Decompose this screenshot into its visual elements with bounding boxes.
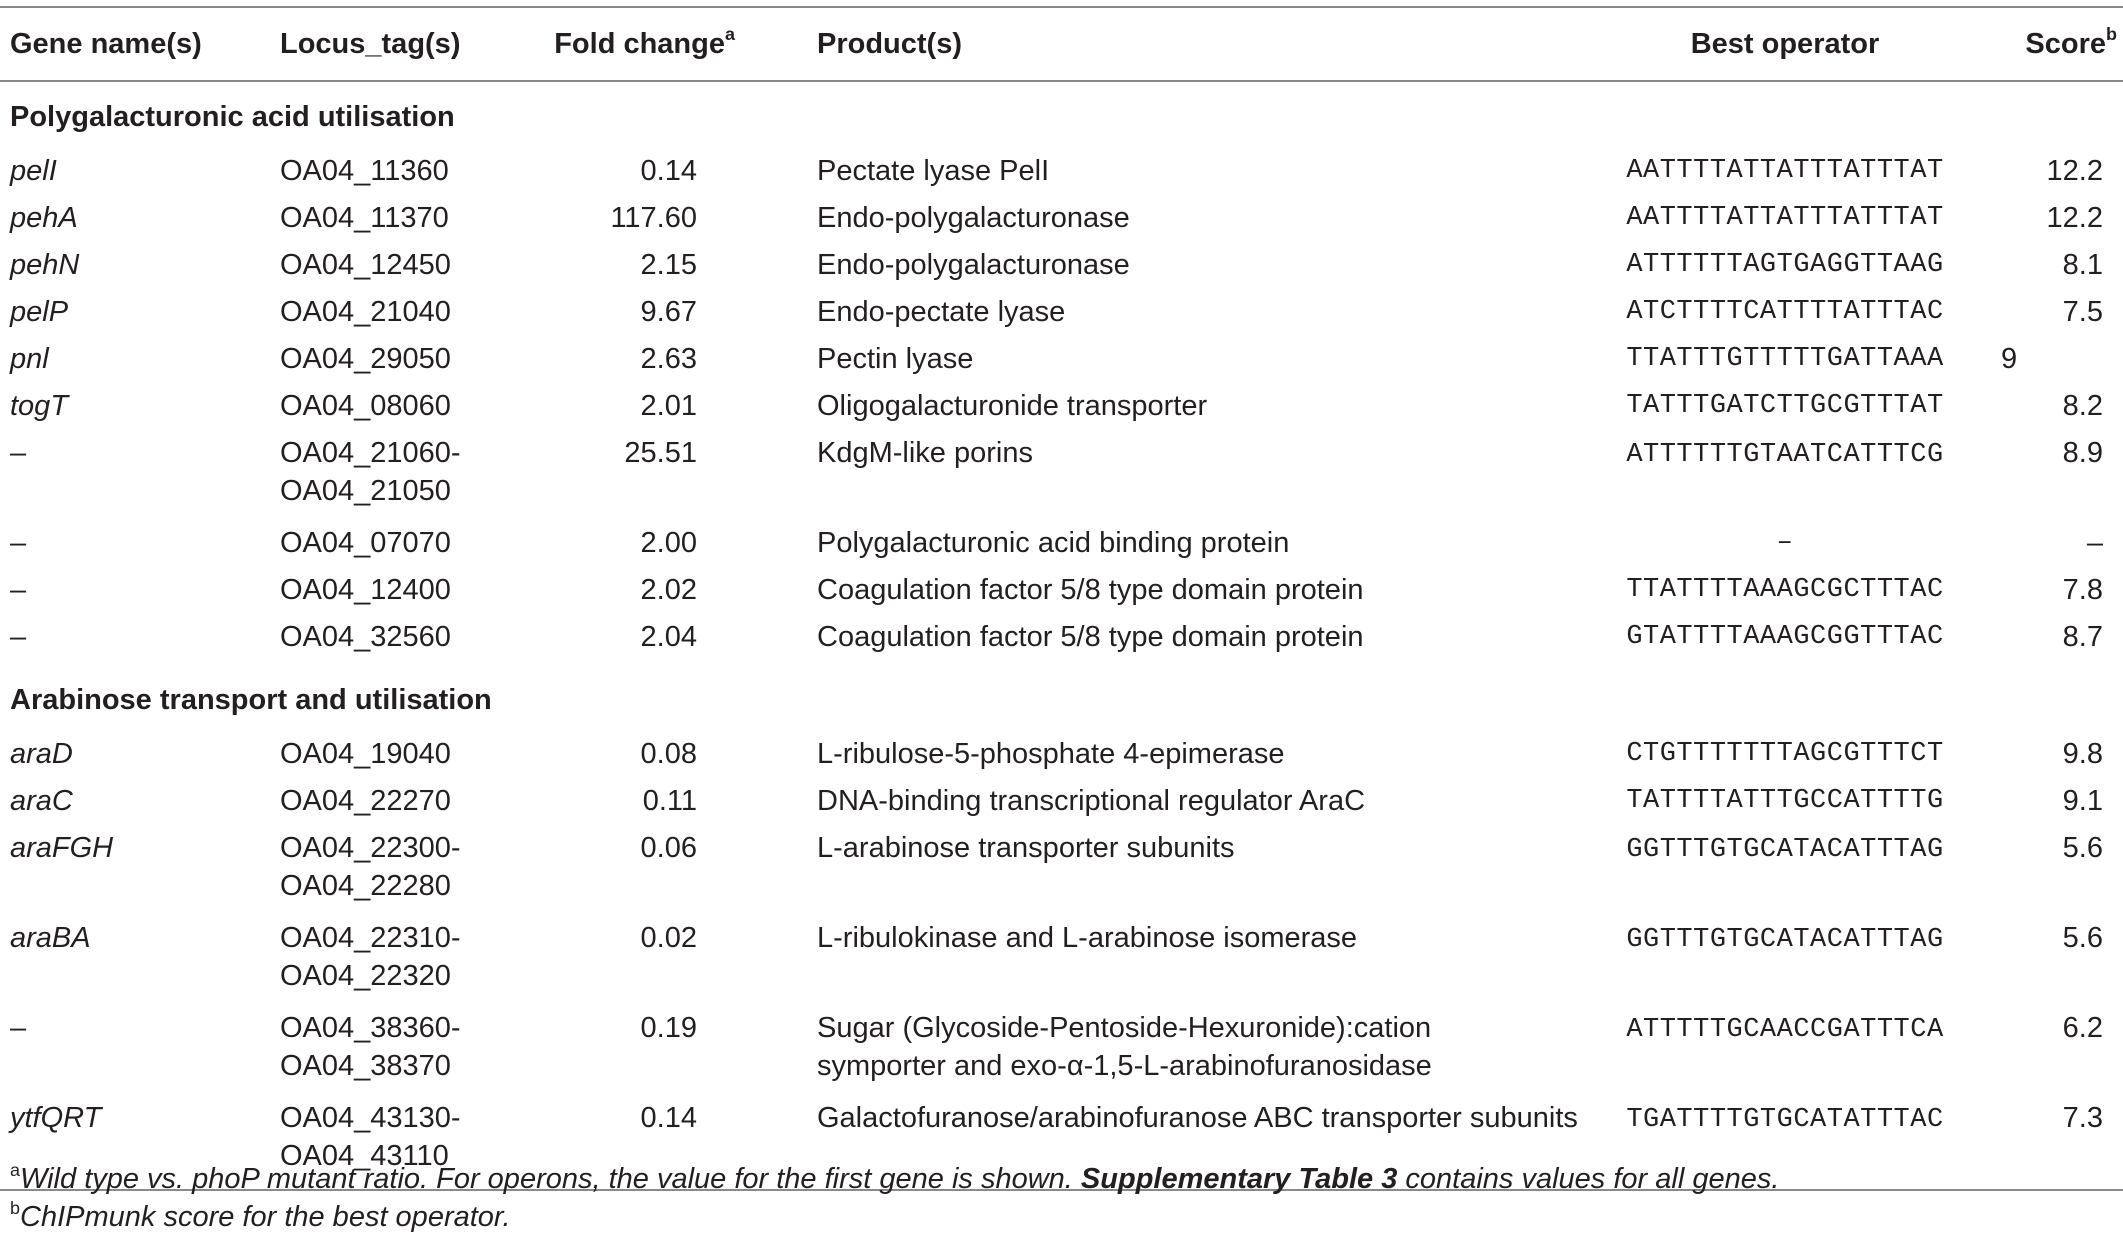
product-line: Coagulation factor 5/8 type domain protein: [817, 621, 1364, 653]
locus-tag-line: OA04_29050: [280, 343, 451, 375]
cell-locus-tag: [280, 524, 510, 571]
table-row: [0, 1009, 2123, 1099]
cell-fold-change: 25.51: [624, 437, 697, 469]
cell-fold-change: 0.02: [640, 922, 697, 954]
product-line: Oligogalacturonide transporter: [817, 390, 1208, 422]
cell-fold-change: 0.19: [640, 1012, 697, 1044]
cell-score: 9.1: [2062, 785, 2103, 817]
cell-score: 9: [2001, 343, 2018, 375]
locus-tag-line: OA04_43130-: [280, 1102, 461, 1134]
table-row: [0, 571, 2123, 618]
product-line: Sugar (Glycoside-Pentoside-Hexuronide):cation: [817, 1012, 1432, 1044]
locus-tag-line: OA04_21040: [280, 296, 451, 328]
table-header-row: [0, 7, 2123, 81]
product-line: L-arabinose transporter subunits: [817, 832, 1235, 864]
locus-tag-line: OA04_21050: [280, 475, 451, 507]
cell-score: 9.8: [2062, 738, 2103, 770]
locus-tag-line: OA04_38360-: [280, 1012, 461, 1044]
table-row: [0, 735, 2123, 782]
supplementary-table-reference: Supplementary Table 3: [1080, 1163, 1398, 1195]
cell-product: [735, 524, 1595, 571]
cell-score: 6.2: [2062, 1012, 2103, 1044]
cell-fold-change: 0.08: [640, 738, 697, 770]
table-row: [0, 919, 2123, 1009]
cell-locus-tag: [280, 434, 510, 524]
table-row: [0, 387, 2123, 434]
cell-best-operator: ATTTTTGCAACCGATTTCA: [1626, 1015, 1944, 1045]
table-row: [0, 246, 2123, 293]
product-line: Pectin lyase: [817, 343, 974, 375]
cell-fold-change: 0.14: [640, 155, 697, 187]
results-table-container: [0, 6, 2123, 1191]
cell-locus-tag: [280, 387, 510, 434]
footnote-b: $^b$ChIPmunk score for the best operator.: [10, 1197, 511, 1233]
cell-score: 7.3: [1975, 1099, 2123, 1190]
cell-gene-name: –: [10, 527, 27, 559]
cell-product: [735, 735, 1595, 782]
cell-locus-tag: [280, 782, 510, 829]
cell-gene-name: pelI: [10, 155, 57, 187]
cell-fold-change: 2.63: [640, 343, 697, 375]
product-line: Endo-polygalacturonase: [817, 249, 1130, 281]
cell-best-operator: ATTTTTTAGTGAGGTTAAG: [1626, 250, 1944, 280]
cell-fold-change: 0.06: [640, 832, 697, 864]
section-header-row: [0, 665, 2123, 735]
cell-product: [735, 246, 1595, 293]
cell-best-operator: GTATTTTAAAGCGGTTTAC: [1626, 622, 1944, 652]
cell-locus-tag: [280, 571, 510, 618]
cell-product: [735, 293, 1595, 340]
product-line: Polygalacturonic acid binding protein: [817, 527, 1290, 559]
cell-gene-name: araC: [10, 785, 73, 817]
cell-best-operator: AATTTTATTATTTATTTAT: [1626, 203, 1944, 233]
cell-product: [735, 919, 1595, 1009]
cell-locus-tag: [280, 340, 510, 387]
section-title: Arabinose transport and utilisation: [10, 684, 492, 716]
cell-best-operator: GGTTTGTGCATACATTTAG: [1626, 925, 1944, 955]
cell-locus-tag: [280, 735, 510, 782]
locus-tag-line: OA04_11370: [280, 202, 449, 234]
table-row: [0, 829, 2123, 919]
product-line: symporter and exo-α-1,5-L-arabinofuranosidase: [817, 1050, 1432, 1082]
cell-fold-change: 2.04: [640, 621, 697, 653]
cell-gene-name: –: [10, 621, 27, 653]
cell-gene-name: pehA: [10, 202, 78, 234]
cell-product: [735, 782, 1595, 829]
locus-tag-line: OA04_12450: [280, 249, 451, 281]
cell-product: [735, 618, 1595, 665]
cell-gene-name: araBA: [10, 922, 91, 954]
cell-product: [735, 152, 1595, 199]
cell-best-operator: TATTTTATTTGCCATTTTG: [1626, 786, 1944, 816]
product-line: Endo-polygalacturonase: [817, 202, 1130, 234]
cell-best-operator: TTATTTTAAAGCGCTTTAC: [1626, 575, 1944, 605]
cell-best-operator: TTATTTGTTTTTGATTAAA: [1626, 344, 1944, 374]
cell-best-operator: –: [1776, 528, 1794, 558]
product-line: Pectate lyase PelI: [817, 155, 1050, 187]
cell-fold-change: 0.14: [510, 1099, 735, 1190]
cell-locus-tag: [280, 919, 510, 1009]
table-row: [0, 524, 2123, 571]
footnote-mark-b: b: [2106, 24, 2117, 45]
cell-score: 8.7: [2062, 621, 2103, 653]
product-line: Endo-pectate lyase: [817, 296, 1066, 328]
locus-tag-line: OA04_12400: [280, 574, 451, 606]
cell-score: 12.2: [2046, 155, 2103, 187]
locus-tag-line: OA04_11360: [280, 155, 449, 187]
cell-locus-tag: [280, 293, 510, 340]
cell-gene-name: ytfQRT: [0, 1099, 280, 1190]
header-score: Score$^b$: [2025, 24, 2117, 60]
cell-score: 5.6: [2062, 832, 2103, 864]
cell-gene-name: –: [10, 574, 27, 606]
cell-fold-change: 2.00: [640, 527, 697, 559]
locus-tag-line: OA04_38370: [280, 1050, 451, 1082]
locus-tag-line: OA04_43110: [280, 1140, 449, 1172]
cell-product: [735, 434, 1595, 524]
cell-gene-name: araD: [10, 738, 73, 770]
cell-gene-name: pehN: [10, 249, 80, 281]
cell-product: [735, 387, 1595, 434]
cell-fold-change: 2.01: [640, 390, 697, 422]
cell-gene-name: togT: [10, 390, 69, 422]
locus-tag-line: OA04_19040: [280, 738, 451, 770]
cell-gene-name: –: [10, 1012, 27, 1044]
phop-regulated-genes-table: [0, 6, 2123, 1191]
cell-score: 7.8: [2062, 574, 2103, 606]
product-line: L-ribulose-5-phosphate 4-epimerase: [817, 738, 1285, 770]
table-row: [0, 152, 2123, 199]
cell-locus-tag: [280, 829, 510, 919]
product-line: DNA-binding transcriptional regulator AraC: [817, 785, 1366, 817]
cell-product: [735, 1009, 1595, 1099]
cell-locus-tag: [280, 618, 510, 665]
cell-fold-change: 2.02: [640, 574, 697, 606]
table-row: [0, 434, 2123, 524]
cell-gene-name: pelP: [10, 296, 69, 328]
locus-tag-line: OA04_21060-: [280, 437, 461, 469]
cell-score: 8.9: [2062, 437, 2103, 469]
header-fold-change: Fold change$^a$: [554, 24, 735, 60]
cell-best-operator: CTGTTTTTTTAGCGTTTCT: [1626, 739, 1944, 769]
locus-tag-line: OA04_08060: [280, 390, 451, 422]
header-locus-tags: Locus_tag(s): [280, 27, 461, 60]
cell-best-operator: ATTTTTTGTAATCATTTCG: [1626, 440, 1944, 470]
cell-gene-name: araFGH: [10, 832, 114, 864]
cell-fold-change: 0.11: [642, 785, 697, 817]
cell-locus-tag: [280, 152, 510, 199]
cell-fold-change: 117.60: [610, 202, 697, 234]
locus-tag-line: OA04_22300-: [280, 832, 461, 864]
product-line: L-ribulokinase and L-arabinose isomerase: [817, 922, 1358, 954]
cell-score: 8.1: [2062, 249, 2103, 281]
cell-product: [735, 829, 1595, 919]
cell-best-operator: TATTTGATCTTGCGTTTAT: [1626, 391, 1944, 421]
cell-score: 5.6: [2062, 922, 2103, 954]
cell-score: 7.5: [2062, 296, 2103, 328]
table-row: [0, 340, 2123, 387]
header-products: Product(s): [817, 27, 962, 60]
locus-tag-line: OA04_07070: [280, 527, 451, 559]
locus-tag-line: OA04_32560: [280, 621, 451, 653]
cell-score: 8.2: [2062, 390, 2103, 422]
cell-product: [735, 571, 1595, 618]
product-line: KdgM-like porins: [817, 437, 1033, 469]
cell-score: –: [2086, 527, 2103, 559]
table-row: [0, 199, 2123, 246]
cell-product: [735, 199, 1595, 246]
cell-locus-tag: [280, 1009, 510, 1099]
header-best-operator: Best operator: [1690, 27, 1880, 60]
cell-best-operator: TGATTTTGTGCATATTTAC: [1595, 1099, 1975, 1190]
cell-score: 12.2: [2046, 202, 2103, 234]
table-row: [0, 293, 2123, 340]
cell-locus-tag: [280, 246, 510, 293]
locus-tag-line: OA04_22270: [280, 785, 451, 817]
cell-locus-tag: [280, 199, 510, 246]
cell-fold-change: 2.15: [640, 249, 697, 281]
cell-best-operator: ATCTTTTCATTTTATTTAC: [1626, 297, 1944, 327]
cell-fold-change: 9.67: [640, 296, 697, 328]
table-footnotes: [10, 1160, 1779, 1236]
product-line: Galactofuranose/arabinofuranose ABC transporter subunits: [817, 1102, 1578, 1134]
section-title: Polygalacturonic acid utilisation: [10, 101, 455, 133]
cell-gene-name: pnl: [10, 343, 49, 375]
footnote-a: $^a$Wild type vs. phoP mutant ratio. For operons, the value for the first gene is shown. Supplementary Table 3 contains values for all genes.: [10, 1159, 1780, 1195]
table-row: [0, 782, 2123, 829]
cell-best-operator: GGTTTGTGCATACATTTAG: [1626, 835, 1944, 865]
cell-gene-name: –: [10, 437, 27, 469]
header-gene-names: Gene name(s): [10, 27, 202, 60]
product-line: Coagulation factor 5/8 type domain protein: [817, 574, 1364, 606]
locus-tag-line: OA04_22310-: [280, 922, 461, 954]
cell-best-operator: AATTTTATTATTTATTTAT: [1626, 156, 1944, 186]
section-header-row: [0, 81, 2123, 152]
table-body: [0, 81, 2123, 1190]
locus-tag-line: OA04_22280: [280, 870, 451, 902]
locus-tag-line: OA04_22320: [280, 960, 451, 992]
cell-product: [735, 340, 1595, 387]
footnote-mark-a: a: [725, 24, 735, 45]
table-row: [0, 618, 2123, 665]
